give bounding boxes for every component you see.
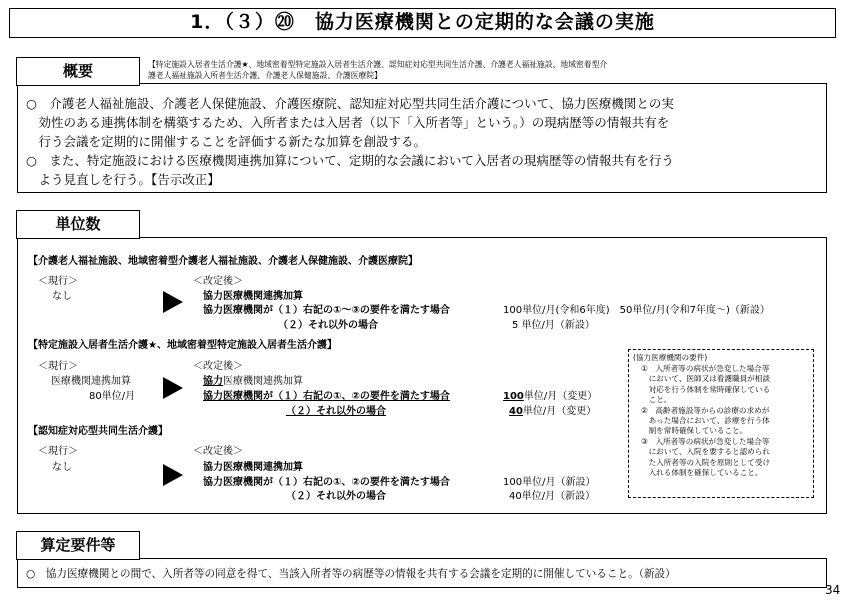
sec2-cond2: （２）それ以外の場合 [286, 406, 386, 417]
sec1-cond1-value: 100単位/月(令和6年度) 50単位/月(令和7年度～)（新設） [503, 305, 770, 316]
sec2-current-label: ＜現行＞ [38, 361, 78, 372]
sec2-cond1-value [503, 391, 597, 403]
sec2-addon-prefix: 協力 [203, 376, 223, 387]
sec2-cond1-unit: 単位/月（変更） [523, 391, 598, 402]
calc-tab: 算定要件等 [16, 531, 140, 560]
overview-services-line1: 【特定施設入居者生活介護★、地域密着型特定施設入居者生活介護、認知症対応型共同生活介護、介護老人福祉施設、地域密着型介 [148, 60, 608, 69]
sec3-cond2: （２）それ以外の場合 [286, 491, 386, 502]
requirement-line: 対応を行う体制を常時確保している [641, 384, 771, 394]
sec1-current-label: ＜現行＞ [38, 276, 78, 287]
sec2-cond1: 協力医療機関が（１）右記の①、②の要件を満たす場合 [203, 391, 450, 402]
sec3-revised-label: ＜改定後＞ [193, 446, 243, 457]
sec2-addon-name [203, 376, 303, 388]
sec3-current-value: なし [52, 462, 72, 473]
sec3-current-label: ＜現行＞ [38, 446, 78, 457]
sec2-current-value: 80単位/月 [89, 391, 136, 402]
sec3-cond1: 協力医療機関が（１）右記の①、②の要件を満たす場合 [203, 477, 450, 488]
overview-line: 行う会議を定期的に開催することを評価する新たな加算を創設する。 [26, 134, 427, 149]
units-tab: 単位数 [16, 210, 140, 239]
overview-line: よう見直しを行う。【告示改正】 [26, 172, 220, 187]
requirement-line: ② 高齢者施設等からの診療の求めが [641, 405, 770, 415]
sec3-cond1-value: 100単位/月（新設） [503, 477, 596, 488]
overview-line: ○ 介護老人福祉施設、介護老人保健施設、介護医療院、認知症対応型共同生活介護について、協力医療機関との実 [26, 96, 674, 111]
sec1-cond2-value: 5 単位/月（新設） [512, 320, 595, 331]
arrow-right-icon [163, 291, 183, 313]
requirement-line: 入れる体制を確保していること。 [641, 468, 763, 478]
requirement-line: こと。 [641, 395, 672, 405]
sec1-current-value: なし [52, 291, 72, 302]
sec3-addon-name: 協力医療機関連携加算 [203, 462, 303, 473]
sec2-cond1-num: 100 [503, 391, 524, 402]
requirement-line: 制を常時確保していること。 [641, 426, 748, 436]
arrow-right-icon [163, 464, 183, 486]
sec2-addon-rest: 医療機関連携加算 [223, 376, 303, 387]
overview-tab: 概要 [16, 57, 140, 86]
requirement-line: ① 入所者等の病状が急変した場合等 [641, 364, 770, 373]
arrow-right-icon [163, 377, 183, 399]
requirements-list [641, 364, 811, 478]
sec2-cond2-unit: 単位/月（変更） [522, 406, 597, 417]
requirements-title: (協力医療機関の要件) [633, 353, 708, 362]
sec3-cond2-value: 40単位/月（新設） [509, 491, 596, 502]
requirement-line: た入所者等の入院を原則として受け [641, 457, 771, 467]
sec2-revised-label: ＜改定後＞ [193, 361, 243, 372]
sec1-addon-name: 協力医療機関連携加算 [203, 291, 303, 302]
requirement-line: において、入院を要すると認められ [641, 447, 770, 457]
overview-services-line2: 護老人福祉施設入所者生活介護、介護老人保健施設、介護医療院】 [148, 71, 382, 80]
sec3-header: 【認知症対応型共同生活介護】 [28, 426, 168, 437]
sec2-header: 【特定施設入居者生活介護★、地域密着型特定施設入居者生活介護】 [28, 340, 337, 351]
page-number: 34 [825, 583, 841, 597]
sec1-header: 【介護老人福祉施設、地域密着型介護老人福祉施設、介護老人保健施設、介護医療院】 [28, 256, 418, 267]
overview-line: 効性のある連携体制を構築するため、入所者または入居者（以下「入所者等」という。）の現病歴等の情報共有を [26, 115, 670, 130]
requirement-line: ③ 入所者等の病状が急変した場合等 [641, 436, 770, 446]
page-title: 1．（３）⑳ 協力医療機関との定期的な会議の実施 [9, 8, 836, 38]
sec2-current-name: 医療機関連携加算 [51, 376, 131, 387]
calc-text: ○ 協力医療機関との間で、入所者等の同意を得て、当該入所者等の病歴等の情報を共有する会議を定期的に開催していること。（新設） [26, 568, 676, 580]
sec1-cond2: （２）それ以外の場合 [278, 320, 378, 331]
sec1-cond1: 協力医療機関が（１）右記の①～③の要件を満たす場合 [203, 305, 450, 316]
sec2-cond2-value [509, 406, 596, 418]
sec2-cond2-num: 40 [509, 406, 523, 417]
requirement-line: あった場合において、診療を行う体 [641, 416, 770, 426]
requirement-line: において、医師又は看護職員が相談 [641, 374, 770, 384]
overview-line: ○ また、特定施設における医療機関連携加算について、定期的な会議において入居者の現病歴等の情報共有を行う [26, 153, 674, 168]
sec1-revised-label: ＜改定後＞ [193, 276, 243, 287]
